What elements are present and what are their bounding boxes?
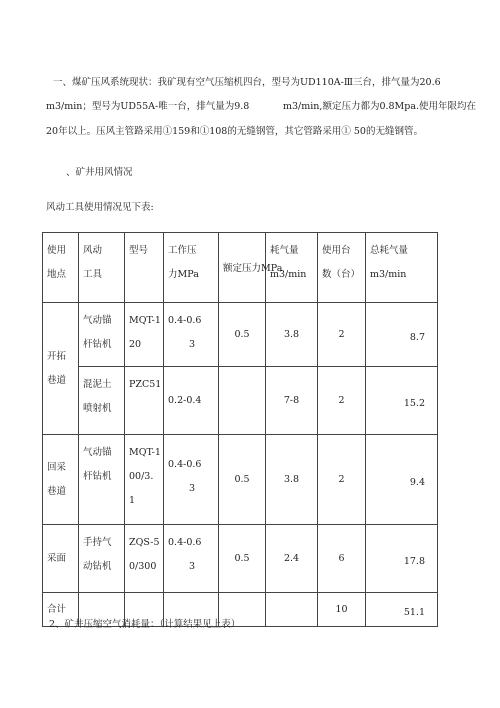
header-location: 使用 地点	[43, 233, 79, 303]
model-cell: PZC51	[125, 367, 164, 435]
count-cell: 2	[318, 435, 366, 525]
model-cell: MQT-1 20	[125, 303, 164, 367]
work-pressure-cell: 0.2-0.4	[164, 367, 219, 435]
status-paragraph-line-2a: m3/min；型号为UD55A-唯一台，排气量为9.8	[46, 101, 250, 112]
section-heading-air-usage: 、矿井用风情况	[66, 167, 133, 178]
location-kaituo: 开拓 巷道	[43, 303, 79, 435]
header-rated-pressure: 额定压力MPa	[219, 233, 266, 303]
model-cell: ZQS-5 0/300	[125, 525, 164, 593]
table-row	[43, 303, 438, 367]
work-pressure-cell: 0.4-0.6 3	[164, 435, 219, 525]
header-tool: 风动 工具	[79, 233, 125, 303]
header-model: 型号	[125, 233, 164, 303]
tool-cell: 混泥土 喷射机	[79, 367, 125, 435]
count-cell: 2	[318, 367, 366, 435]
air-consumption-cell: 3.8	[266, 303, 318, 367]
header-total-air: 总耗气量 m3/min	[366, 233, 438, 303]
tool-cell: 气动锚 杆钻机	[79, 435, 125, 525]
total-air-cell: 17.8	[366, 525, 438, 593]
location-caimian: 采面	[43, 525, 79, 593]
air-consumption-cell: 3.8	[266, 435, 318, 525]
count-cell: 2	[318, 303, 366, 367]
table-row	[43, 435, 438, 525]
air-tool-table	[42, 232, 438, 627]
total-air-cell: 8.7	[366, 303, 438, 367]
work-pressure-cell: 0.4-0.6 3	[164, 525, 219, 593]
model-cell: MQT-1 00/3. 1	[125, 435, 164, 525]
status-paragraph-line-3: 20年以上。压风主管路采用①159和①108的无缝钢管，其它管路采用① 50的无缝钢管。	[46, 126, 423, 137]
air-consumption-cell: 2.4	[266, 525, 318, 593]
table-header-row	[43, 233, 438, 303]
count-cell: 6	[318, 525, 366, 593]
total-air-cell: 9.4	[366, 435, 438, 525]
work-pressure-cell: 0.4-0.6 3	[164, 303, 219, 367]
section-heading-consumption: 2、矿井压缩空气消耗量：（计算结果见上表）	[49, 619, 241, 630]
total-count: 10	[318, 593, 366, 627]
rated-pressure-cell	[219, 367, 266, 435]
tool-cell: 手持气 动钻机	[79, 525, 125, 593]
rated-pressure-cell: 0.5	[219, 303, 266, 367]
air-consumption-cell: 7-8	[266, 367, 318, 435]
total-label: 合计	[43, 593, 79, 627]
total-air-sum: 51.1	[366, 593, 438, 627]
rated-pressure-cell: 0.5	[219, 525, 266, 593]
status-paragraph-line-2b: m3/min,额定压力都为0.8Mpa.使用年限均在	[283, 101, 477, 112]
rated-pressure-cell: 0.5	[219, 435, 266, 525]
header-air-consumption: 耗气量 m3/min	[266, 233, 318, 303]
empty-cell	[266, 593, 318, 627]
table-row	[43, 525, 438, 593]
location-huicai: 回采 巷道	[43, 435, 79, 525]
header-count: 使用台 数（台）	[318, 233, 366, 303]
total-air-cell: 15.2	[366, 367, 438, 435]
status-paragraph-line-1: 一、煤矿压风系统现状：我矿现有空气压缩机四台，型号为UD110A-Ⅲ三台，排气量为20.6	[53, 77, 441, 88]
header-work-pressure: 工作压 力MPa	[164, 233, 219, 303]
table-intro: 风动工具使用情况见下表:	[46, 202, 154, 213]
table-row	[43, 367, 438, 435]
tool-cell: 气动锚 杆钻机	[79, 303, 125, 367]
